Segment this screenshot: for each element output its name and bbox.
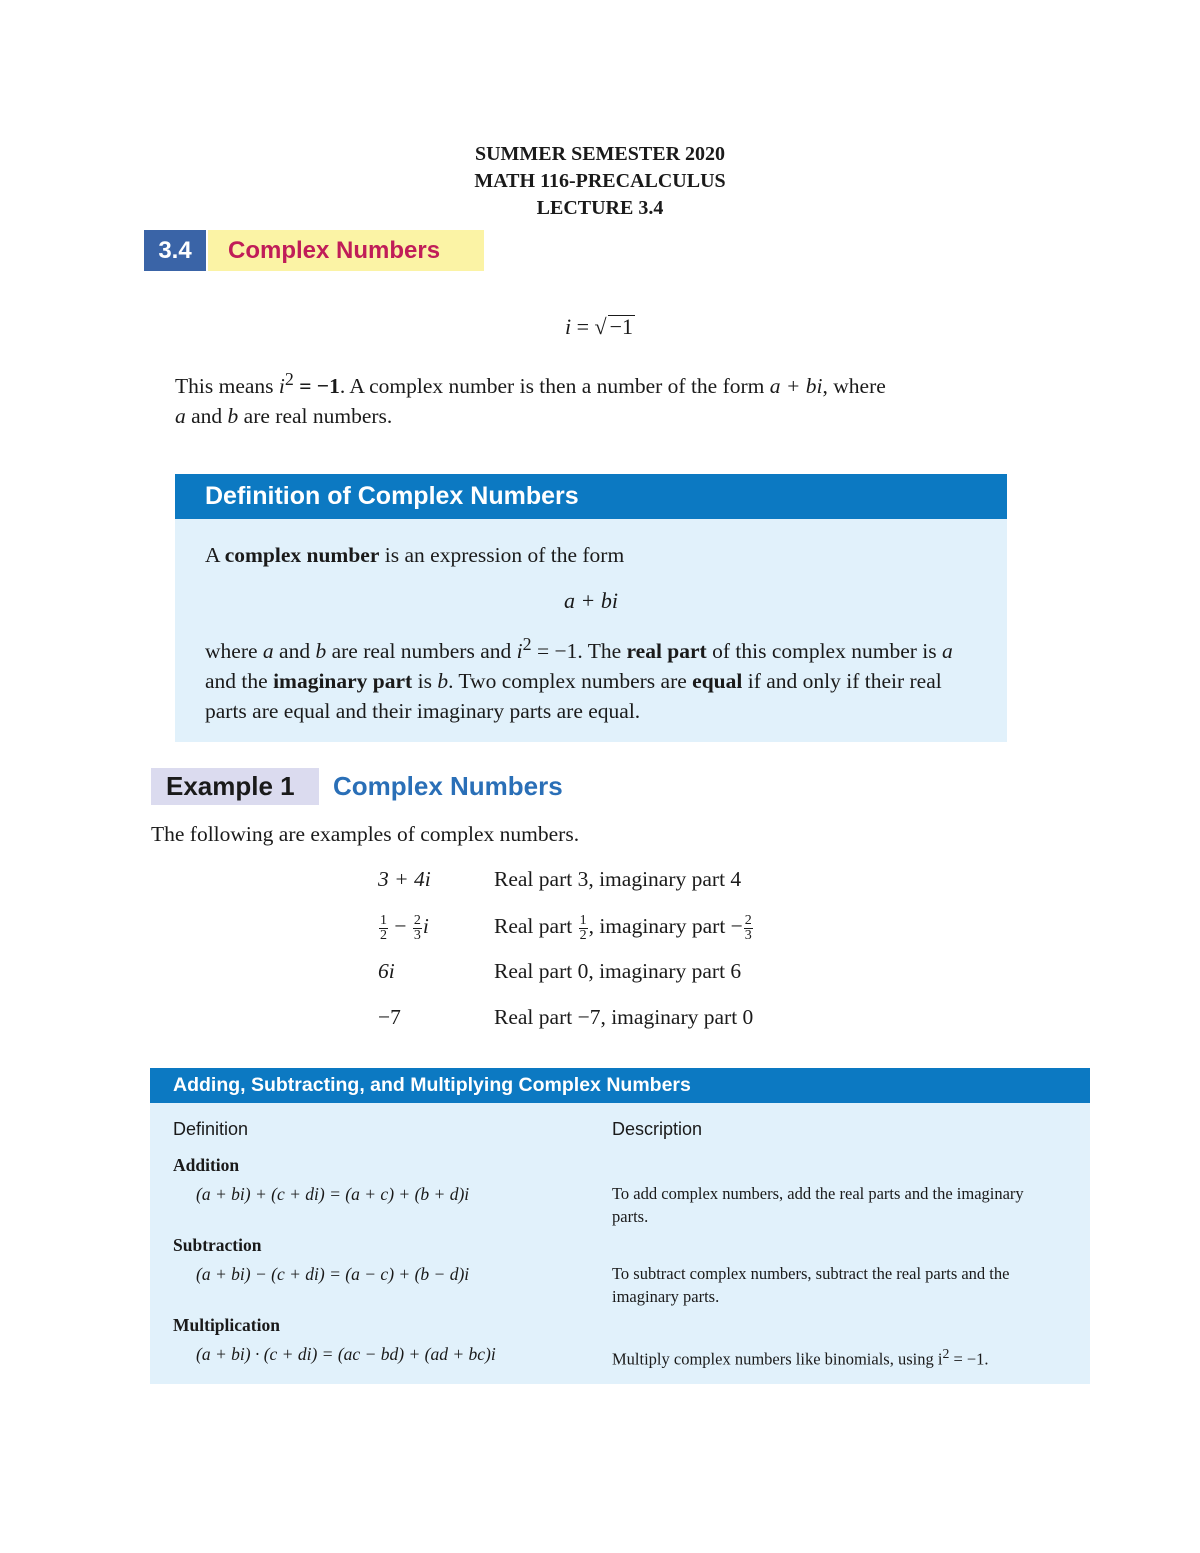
example-title: Complex Numbers — [333, 771, 563, 801]
def-text: of this complex number is — [706, 639, 942, 664]
def-var: a — [262, 639, 274, 664]
intro-sup: 2 — [284, 369, 294, 389]
def-text: A — [205, 543, 225, 567]
def-text: if and only if their real parts are equal and their imaginary parts are equal. — [205, 669, 942, 724]
fraction — [744, 914, 753, 943]
fraction — [579, 914, 588, 943]
def-text: . Two complex numbers are — [448, 669, 693, 694]
example-row — [0, 909, 1200, 943]
def-text: and — [273, 639, 316, 664]
fraction-numerator: 1 — [380, 912, 387, 928]
operation-formula: (a + bi) · (c + di) = (ac − bd) + (ad + bc)i — [196, 1344, 496, 1364]
definition-line — [205, 540, 624, 570]
intro-a: a — [175, 404, 186, 429]
fraction-numerator: 2 — [744, 912, 752, 928]
desc-sup: 2 — [942, 1346, 950, 1361]
fraction-numerator: 2 — [413, 912, 421, 928]
fraction-denominator: 3 — [744, 927, 752, 943]
minus-sign: − — [389, 914, 412, 938]
example-row — [0, 862, 1200, 896]
intro-text: . A complex number is then a number of the form — [339, 374, 770, 399]
operation-description — [612, 1342, 1032, 1371]
header-semester: SUMMER SEMESTER 2020 — [474, 143, 726, 165]
example-description — [494, 909, 754, 943]
definition-paragraph — [205, 629, 985, 726]
intro-b: b — [227, 404, 239, 429]
def-bold: complex number — [224, 543, 380, 567]
operation-description: To add complex numbers, add the real parts and the imaginary parts. — [612, 1184, 1024, 1226]
example-label: Example 1 — [151, 768, 319, 805]
example-row — [0, 1000, 1200, 1034]
def-var: i — [516, 639, 523, 664]
def-var: a — [942, 639, 953, 664]
intro-text: , where — [822, 374, 886, 399]
example-description: Real part 3, imaginary part 4 — [494, 867, 742, 891]
header-lecture: LECTURE 3.4 — [536, 197, 664, 219]
def-text: are real numbers and — [326, 639, 517, 664]
def-text: is — [412, 669, 438, 694]
eq-i-equals: = — [571, 314, 595, 339]
example-expression: 6i — [378, 959, 395, 983]
def-text: and the — [205, 669, 274, 694]
fraction — [413, 914, 422, 943]
fraction-denominator: 3 — [413, 927, 421, 943]
intro-paragraph — [175, 364, 1035, 431]
imag-i: i — [422, 914, 429, 938]
operation-name: Addition — [173, 1155, 240, 1175]
column-header-definition: Definition — [173, 1119, 249, 1139]
column-header-description: Description — [612, 1119, 703, 1139]
definition-equation — [175, 586, 1007, 616]
example-row — [0, 954, 1200, 988]
def-bold: imaginary part — [273, 669, 413, 694]
document-header — [0, 141, 1200, 222]
def-sup: 2 — [522, 634, 532, 654]
example-description: Real part 0, imaginary part 6 — [494, 959, 742, 983]
desc-text: Real part — [494, 914, 578, 938]
operations-title: Adding, Subtracting, and Multiplying Complex Numbers — [150, 1068, 1090, 1103]
operation-formula: (a + bi) + (c + di) = (a + c) + (b + d)i — [196, 1184, 470, 1204]
example-description: Real part −7, imaginary part 0 — [494, 1005, 754, 1029]
def-bold: real part — [626, 639, 707, 664]
intro-text: This means — [175, 374, 279, 399]
fraction-denominator: 2 — [380, 927, 387, 943]
desc-text: , imaginary part − — [588, 914, 743, 938]
section-title: Complex Numbers — [208, 230, 484, 271]
definition-title: Definition of Complex Numbers — [175, 474, 1007, 519]
def-var: b — [315, 639, 327, 664]
def-eq: a + bi — [564, 588, 618, 613]
def-bold: equal — [692, 669, 743, 694]
sqrt-symbol: √ — [594, 314, 607, 339]
example-expression — [378, 909, 429, 943]
fraction-denominator: 2 — [579, 927, 587, 943]
operation-description: To subtract complex numbers, subtract the real parts and the imaginary parts. — [612, 1264, 1010, 1306]
header-course: MATH 116-PRECALCULUS — [474, 170, 726, 192]
intro-text: are real numbers. — [238, 404, 393, 429]
eq-i-lhs: i — [564, 314, 572, 339]
section-number: 3.4 — [144, 230, 206, 271]
intro-form: a + bi — [769, 374, 823, 399]
imaginary-unit-equation — [0, 314, 1200, 340]
intro-eq: = −1 — [293, 374, 340, 399]
operation-formula: (a + bi) − (c + di) = (a − c) + (b − d)i — [196, 1264, 470, 1284]
desc-text: = −1. — [949, 1349, 989, 1369]
fraction-numerator: 1 — [579, 912, 587, 928]
operation-name: Multiplication — [173, 1315, 280, 1335]
example-expression: 3 + 4i — [378, 867, 431, 891]
def-text: where — [205, 639, 263, 664]
desc-text: Multiply complex numbers like binomials, using i — [612, 1349, 943, 1369]
intro-text: and — [185, 404, 228, 429]
example-intro: The following are examples of complex numbers. — [151, 822, 580, 846]
fraction — [379, 914, 388, 943]
intro-i: i — [278, 374, 285, 399]
example-expression: −7 — [378, 1005, 401, 1029]
def-var: b — [437, 669, 449, 694]
def-text: is an expression of the form — [379, 543, 625, 567]
sqrt-radicand: −1 — [609, 314, 634, 339]
def-text: = −1. The — [531, 639, 627, 664]
operation-name: Subtraction — [173, 1235, 262, 1255]
